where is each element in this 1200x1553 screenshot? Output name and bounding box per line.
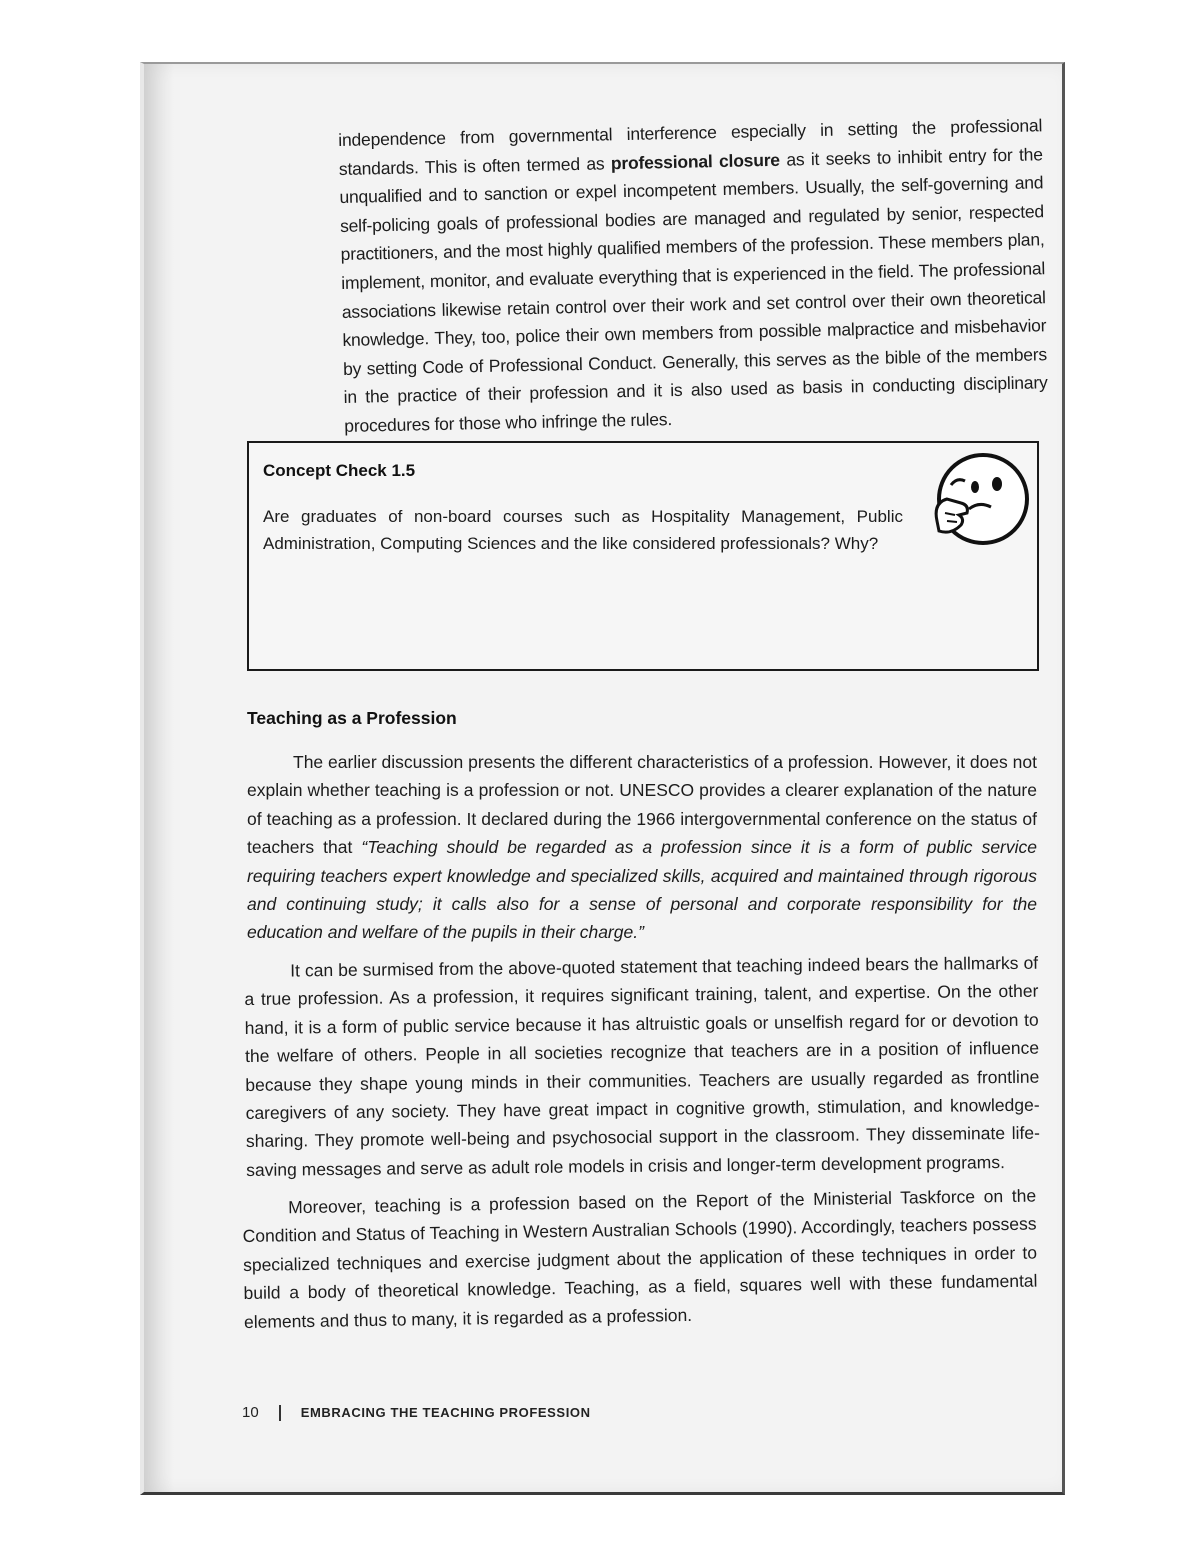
intro-text-part1: independence from governmental interference especially in setting the professional standards. This is often termed as [338, 115, 1043, 179]
intro-text-part2: as it seeks to inhibit entry for the unqualified and to sanction or expel incompetent members. Usually, the self-governing and self-policing goals of professional bodies are managed and regulated by senior, respected practitioners, and the most highly qualified members of the profession. These members plan, implement, monitor, and evaluate everything that is experienced in the field. The professional associations likewise retain control over their work and set control over their own theoretical knowledge. They, too, police their own members from possible malpractice and misbehavior by setting Code of Professional Conduct. Generally, this serves as the bible of the members in the practice of their profession and it is also used as basis in conducting disciplinary procedures for those who infringe the rules. [339, 143, 1048, 436]
footer-separator [279, 1405, 281, 1421]
spine-shadow [144, 64, 174, 1492]
concept-check-question: Are graduates of non-board courses such as Hospitality Management, Public Administration, Computing Sciences and the like considered professionals? Why? [263, 507, 903, 553]
moreover-paragraph: Moreover, teaching is a profession based on the Report of the Ministerial Taskforce on the Condition and Status of Teaching in Western Australian Schools (1990). Accordingly, teachers possess specialized techniques and exercise judgment about the application of these techniques in order to build a body of theoretical knowledge. Teaching, as a field, squares well with these fundamental elements and thus to many, it is regarded as a profession. [242, 1185, 1038, 1332]
book-page [140, 62, 1065, 1495]
page-footer [242, 1404, 591, 1421]
surmised-paragraph: It can be surmised from the above-quoted statement that teaching indeed bears the hallmarks of a true profession. As a profession, it requires significant training, talent, and expertise. On the other hand, it is a form of public service because it has altruistic goals or unselfish regard for or devotion to the welfare of others. People in all societies recognize that teachers are in a position of influence because they shape young minds in their communities. Teachers are usually regarded as frontline caregivers of any society. They have great impact in cognitive growth, stimulation, and knowledge-sharing. They promote well-being and psychosocial support in the classroom. They disseminate life-saving messages and serve as adult role models in crisis and longer-term development programs. [244, 952, 1040, 1180]
unesco-paragraph-text: The earlier discussion presents the different characteristics of a profession. However, it does not explain whether teaching is a profession or not. UNESCO provides a clearer explanation of the nature of teaching as a profession. It declared during the 1966 intergovernmental conference on the status of teachers that [247, 752, 1037, 858]
unesco-paragraph [247, 748, 1037, 947]
book-title: EMBRACING THE TEACHING PROFESSION [300, 1405, 591, 1420]
intro-paragraph [338, 111, 1048, 440]
unesco-quote: “Teaching should be regarded as a profession since it is a form of public service requiring teachers expert knowledge and specialized skills, acquired and maintained through rigorous and continuing study; it calls also for a sense of personal and corporate responsibility for the education and welfare of the pupils in their charge.” [247, 837, 1037, 943]
concept-check-box [247, 441, 1039, 671]
section-heading: Teaching as a Profession [247, 708, 457, 728]
thinking-face-icon [925, 451, 1033, 551]
concept-check-title: Concept Check 1.5 [263, 461, 416, 480]
page-number: 10 [242, 1404, 259, 1421]
professional-closure-term: professional closure [610, 149, 781, 173]
